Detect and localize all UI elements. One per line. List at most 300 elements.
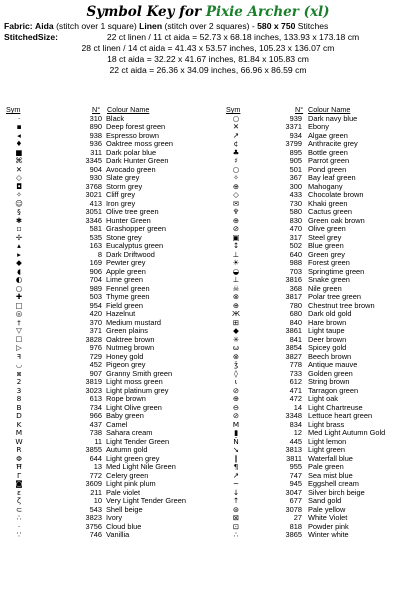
colour-name-cell: Light lemon [308, 436, 347, 446]
colour-name-cell: Olive tree green [106, 207, 159, 216]
symbol-cell: D [16, 411, 22, 420]
colour-name-cell: Deep forest green [106, 122, 166, 131]
colour-name-cell: Dark old gold [308, 309, 352, 318]
symbol-cell: ⊗ [232, 351, 240, 361]
colour-name-cell: Nile green [308, 283, 342, 293]
symbol-cell: ⊕ [232, 394, 240, 403]
colour-name-cell: Iron grey [106, 198, 136, 208]
number-cell: 3051 [85, 207, 102, 216]
colour-name-cell: Sahara cream [106, 428, 153, 437]
colour-name-cell: Espresso brown [106, 130, 159, 140]
symbol-cell: ⊖ [232, 402, 240, 412]
symbol-cell: ⊕ [232, 181, 240, 191]
table-row [0, 455, 208, 464]
symbol-cell: ◒ [232, 266, 240, 276]
symbol-cell: ⊞ [232, 317, 240, 327]
symbol-cell: ✕ [15, 164, 23, 174]
number-cell: 163 [89, 241, 102, 250]
symbol-cell: ▷ [16, 343, 22, 352]
number-cell: 169 [89, 258, 102, 267]
number-cell: 471 [289, 385, 302, 395]
colour-name-cell: Deer brown [308, 334, 347, 344]
table-row [0, 157, 208, 166]
symbol-cell: ◆ [233, 326, 239, 335]
fabric-linen: Linen [139, 21, 163, 31]
symbol-cell: ✕ [232, 122, 240, 131]
fabric-aida: Aida [35, 21, 54, 31]
number-cell: 733 [289, 368, 302, 378]
table-row [0, 183, 208, 192]
symbol-cell: ⊛ [232, 504, 240, 514]
table-row [0, 132, 208, 141]
table-row [0, 293, 208, 302]
number-cell: 470 [289, 224, 302, 233]
number-cell: 27 [293, 513, 302, 522]
colour-name-cell: Pigeon grey [106, 360, 146, 369]
colour-name-cell: Sand gold [308, 496, 342, 505]
number-cell: 3609 [85, 479, 102, 488]
symbol-cell: † [17, 317, 21, 327]
colour-name-cell: Grashopper green [106, 224, 166, 233]
key-column-right [208, 106, 416, 540]
colour-name-cell: Sea mist blue [308, 470, 353, 480]
number-cell: 3855 [85, 445, 102, 454]
symbol-cell: ■ [15, 147, 23, 157]
colour-name-cell: Eggshell cream [308, 479, 359, 488]
key-column-left [0, 106, 208, 540]
number-cell: 830 [289, 215, 302, 225]
number-cell: 3813 [285, 445, 302, 454]
colour-name-cell: Mahogany [308, 181, 343, 191]
table-row [0, 217, 208, 226]
table-row [0, 234, 208, 243]
colour-name-cell: Light Olive green [106, 402, 162, 412]
number-cell: 934 [289, 130, 302, 140]
symbol-cell: 8 [16, 394, 22, 403]
fabric-stitches-label: Stitches [297, 21, 329, 31]
colour-name-cell: Hunter Green [106, 215, 151, 225]
number-cell: 3023 [85, 385, 102, 395]
number-cell: 3827 [285, 351, 302, 361]
symbol-cell: ▮ [233, 428, 239, 437]
colour-name-cell: Hare brown [308, 317, 347, 327]
number-cell: 3021 [85, 190, 102, 199]
number-cell: 3828 [85, 334, 102, 344]
symbol-cell: ε [17, 487, 21, 497]
symbol-cell: ⊂ [15, 504, 23, 514]
colour-name-cell: Oaktree moss green [106, 139, 173, 148]
symbol-cell: Ж [232, 309, 240, 318]
symbol-cell: ↓ [232, 487, 240, 497]
colour-name-cell: Green grey [308, 249, 345, 259]
symbol-cell: ▪ [16, 122, 22, 131]
table-row [0, 412, 208, 421]
colour-name-cell: Lettuce heart green [308, 411, 373, 420]
symbol-cell: B [16, 402, 22, 412]
number-cell: 818 [289, 521, 302, 531]
table-row [0, 531, 208, 540]
symbol-cell: M [15, 428, 23, 437]
number-cell: 834 [289, 419, 302, 429]
fabric-label: Fabric: [4, 21, 33, 31]
table-row [0, 378, 208, 387]
symbol-cell: 3 [16, 385, 22, 395]
symbol-cell: ◘ [16, 181, 22, 191]
colour-name-cell: Thyme green [106, 292, 150, 301]
number-cell: 906 [89, 266, 102, 276]
number-cell: 3345 [85, 156, 102, 165]
symbol-cell: ǯ [233, 360, 239, 369]
colour-name-cell: Nutmeg brown [106, 343, 155, 352]
symbol-cell: ☀ [232, 258, 240, 267]
colour-name-cell: Powder pink [308, 521, 349, 531]
colour-name-cell: Med Light Autumn Gold [308, 428, 386, 437]
number-cell: 677 [289, 496, 302, 505]
symbol-cell: M [232, 419, 240, 429]
symbol-cell: ¶ [233, 462, 239, 471]
table-row [0, 506, 208, 515]
colour-name-cell: Light green grey [106, 453, 160, 463]
colour-name-cell: Autumn gold [106, 445, 148, 454]
number-cell: 543 [89, 504, 102, 514]
colour-name-cell: Polar tree green [308, 292, 361, 301]
colour-name-cell: Fennel green [106, 283, 150, 293]
symbol-cell: ⧈ [16, 368, 22, 378]
title-prefix: Symbol Key for [86, 4, 206, 20]
colour-name-cell: Pale violet [106, 487, 141, 497]
colour-name-cell: Very Light Tender Green [106, 496, 186, 505]
number-cell: 840 [289, 317, 302, 327]
colour-name-cell: Dark Driftwood [106, 249, 155, 259]
colour-name-cell: White Violet [308, 513, 348, 522]
colour-name-cell: Steel grey [308, 232, 342, 242]
table-row [0, 251, 208, 260]
symbol-cell: ✢ [15, 232, 23, 242]
symbol-cell: · [17, 113, 21, 123]
colour-name-cell: Chocolate brown [308, 190, 364, 199]
colour-name-cell: Stone grey [106, 232, 142, 242]
symbol-cell: ¢ [233, 139, 239, 148]
number-cell: 890 [89, 122, 102, 131]
symbol-cell: ○ [232, 164, 240, 174]
symbol-cell: ⊡ [232, 521, 240, 531]
number-cell: 3865 [285, 530, 302, 539]
symbol-cell: ◙ [15, 479, 23, 488]
number-cell: 3371 [285, 122, 302, 131]
symbol-cell: ⊕ [232, 215, 240, 225]
number-cell: 612 [289, 377, 302, 386]
symbol-cell: ◖ [17, 266, 21, 276]
number-cell: 503 [89, 292, 102, 301]
colour-name-cell: Beech brown [308, 351, 352, 361]
colour-name-cell: Golden green [308, 368, 353, 378]
symbol-cell: ▫ [16, 224, 22, 233]
stitched-size-line-2: 28 ct linen / 14 ct aida = 41.43 x 53.57 inches, 105.23 x 136.07 cm [81, 43, 335, 53]
colour-name-cell: Chestnut tree brown [308, 300, 375, 310]
table-row [0, 438, 208, 447]
number-cell: 11 [94, 436, 102, 446]
colour-name-cell: Light Tender Green [106, 436, 170, 446]
colour-name-cell: Honey gold [106, 351, 144, 361]
table-row [0, 353, 208, 362]
table-row [0, 404, 208, 413]
symbol-cell: ♆ [232, 207, 240, 216]
symbol-cell: ◐ [15, 275, 23, 284]
colour-name-cell: Med Light Nile Green [106, 462, 176, 471]
table-row [0, 310, 208, 319]
number-cell: 841 [289, 334, 302, 344]
table-row [0, 285, 208, 294]
colour-name-cell: Ebony [308, 122, 329, 131]
colour-name-cell: Light platinum grey [106, 385, 169, 395]
symbol-cell: ✧ [15, 190, 23, 199]
number-cell: 3078 [285, 504, 302, 514]
symbol-cell: ⊗ [232, 292, 240, 301]
number-cell: 502 [289, 241, 302, 250]
symbol-cell: ∴ [233, 530, 239, 539]
colour-name-cell: Antique mauve [308, 360, 358, 369]
table-row [0, 387, 208, 396]
number-cell: 311 [90, 147, 102, 157]
table-row [0, 268, 208, 277]
number-cell: 976 [89, 343, 102, 352]
number-cell: 730 [289, 198, 302, 208]
symbol-cell: ι [234, 377, 238, 386]
fabric-linen-note: (stitch over 2 squares) [164, 21, 250, 31]
colour-name-cell: Light oak [308, 394, 338, 403]
number-cell: 3811 [286, 453, 302, 463]
table-row [0, 472, 208, 481]
colour-name-cell: Vanillia [106, 530, 130, 539]
symbol-cell: ☺ [15, 198, 23, 208]
symbol-cell: ♯ [234, 156, 238, 165]
colour-name-cell: Shell beige [106, 504, 143, 514]
number-cell: 367 [289, 173, 302, 182]
table-row [0, 242, 208, 251]
number-cell: 746 [89, 530, 102, 539]
colour-name-cell: Field green [106, 300, 143, 310]
header-name: Colour Name [308, 105, 351, 114]
stitched-size-line-4: 22 ct aida = 26.36 x 34.09 inches, 66.96 x 86.59 cm [109, 65, 307, 75]
table-row [0, 395, 208, 404]
number-cell: 945 [289, 479, 302, 488]
table-row [0, 123, 208, 132]
symbol-cell: 2 [16, 377, 22, 386]
symbol-cell: ♦ [15, 139, 23, 148]
symbol-cell: R [16, 445, 22, 454]
table-row [208, 531, 416, 540]
table-row [0, 140, 208, 149]
colour-name-cell: Winter white [308, 530, 349, 539]
table-row [0, 174, 208, 183]
number-cell: 3817 [285, 292, 302, 301]
number-cell: 930 [89, 173, 102, 182]
colour-name-cell: Ivory [106, 513, 123, 522]
table-row [0, 149, 208, 158]
table-row [0, 523, 208, 532]
colour-name-cell: Rope brown [106, 394, 146, 403]
number-cell: 772 [89, 470, 102, 480]
stitched-size-line-3: 18 ct aida = 32.22 x 41.67 inches, 81.84 x 105.83 cm [107, 54, 309, 64]
header-name: Colour Name [107, 105, 150, 114]
number-cell: 3756 [85, 521, 102, 531]
table-row [0, 370, 208, 379]
symbol-cell: ⊥ [232, 275, 240, 284]
colour-name-cell: Forest green [308, 258, 350, 267]
symbol-cell: ◊ [234, 368, 238, 378]
colour-name-cell: Storm grey [106, 181, 143, 191]
symbol-cell: ▣ [232, 232, 240, 242]
symbol-cell: ◂ [17, 130, 21, 140]
colour-name-cell: Camel [106, 419, 128, 429]
table-row [0, 429, 208, 438]
colour-name-cell: Silver birch beige [308, 487, 365, 497]
table-row [0, 208, 208, 217]
number-cell: 907 [89, 368, 102, 378]
symbol-cell: ♣ [232, 147, 240, 157]
header-sym: Sym [226, 105, 241, 114]
symbol-cell: ꟻ [16, 351, 22, 361]
symbol-cell: □ [15, 300, 23, 310]
symbol-cell: ∵ [16, 530, 22, 539]
symbol-cell: ○ [232, 113, 240, 123]
symbol-cell: Φ [16, 453, 22, 463]
symbol-cell: ↗ [232, 470, 240, 480]
fabric-stitches: 580 x 750 [257, 21, 296, 31]
number-cell: 955 [289, 462, 302, 471]
colour-name-cell: Medium mustard [106, 317, 162, 327]
symbol-cell: ◎ [15, 309, 23, 318]
table-row [0, 259, 208, 268]
table-row [0, 115, 208, 124]
number-cell: 452 [89, 360, 102, 369]
number-cell: 613 [89, 394, 102, 403]
symbol-cell: ○ [15, 283, 23, 293]
symbol-cell: ▴ [17, 241, 21, 250]
number-cell: 3854 [285, 343, 302, 352]
colour-name-cell: Pale green [308, 462, 344, 471]
colour-name-cell: Green oak brown [308, 215, 365, 225]
symbol-cell: Ñ [233, 436, 239, 446]
colour-name-cell: Slate grey [106, 173, 140, 182]
colour-name-cell: Celery green [106, 470, 149, 480]
table-row [0, 191, 208, 200]
number-cell: 939 [289, 113, 302, 123]
number-cell: 3768 [85, 181, 102, 191]
stitched-size-line-1 [0, 32, 416, 43]
symbol-cell: ◆ [16, 258, 22, 267]
table-row [0, 302, 208, 311]
number-cell: 3348 [285, 411, 302, 420]
colour-name-cell: Light moss green [106, 377, 163, 386]
colour-name-cell: Eucalyptus green [106, 241, 164, 250]
number-cell: 211 [90, 487, 102, 497]
symbol-cell: ω [232, 343, 240, 352]
colour-name-cell: Cliff grey [106, 190, 136, 199]
fabric-line: Fabric: Aida (stitch over 1 square) Linen (stitch over 2 squares) - 580 x 750 Stitches [4, 21, 329, 31]
stitched-size-value-1: 22 ct linen / 11 ct aida = 52.73 x 68.18 inches, 133.93 x 173.18 cm [106, 32, 360, 42]
number-cell: 780 [289, 300, 302, 310]
symbol-cell: ~ [232, 479, 240, 488]
table-row [0, 225, 208, 234]
symbol-cell: ▸ [17, 249, 21, 259]
symbol-cell: ⊕ [232, 300, 240, 310]
page-title [0, 3, 416, 21]
symbol-cell: W [15, 436, 23, 446]
number-cell: 300 [289, 181, 302, 191]
colour-name-cell: Light Chartreuse [308, 402, 363, 412]
fabric-info [0, 21, 416, 76]
colour-name-cell: Waterfall blue [308, 453, 353, 463]
table-row [0, 327, 208, 336]
symbol-cell: ⊠ [232, 513, 240, 522]
symbol-cell: ✧ [232, 173, 240, 182]
number-cell: 644 [89, 453, 102, 463]
symbol-cell: ✳ [232, 334, 240, 344]
fabric-aida-note: (stitch over 1 square) [56, 21, 137, 31]
pattern-name: Pixie Archer (xl) [205, 4, 330, 20]
colour-name-cell: Oaktree brown [106, 334, 155, 344]
stitched-size-label: StitchedSize: [4, 32, 58, 42]
symbol-cell: ▽ [16, 326, 22, 335]
symbol-cell: ∴ [16, 513, 22, 522]
colour-name-cell: Anthracite grey [308, 139, 358, 148]
number-cell: 729 [89, 351, 102, 361]
number-cell: 3816 [285, 275, 302, 284]
number-cell: 3799 [285, 139, 302, 148]
number-cell: 12 [293, 428, 302, 437]
number-cell: 8 [97, 249, 102, 259]
number-cell: 904 [89, 164, 102, 174]
number-cell: 3861 [285, 326, 302, 335]
table-row [0, 361, 208, 370]
number-cell: 747 [289, 470, 302, 480]
colour-name-cell: Khaki green [308, 198, 348, 208]
number-cell: 936 [89, 139, 102, 148]
number-cell: 13 [93, 462, 102, 471]
number-cell: 445 [289, 436, 302, 446]
table-row [0, 463, 208, 472]
number-cell: 938 [89, 130, 102, 140]
header-sym: Sym [6, 105, 21, 114]
symbol-cell: ⊘ [232, 411, 240, 420]
number-cell: 680 [289, 309, 302, 318]
symbol-cell: ✚ [15, 292, 23, 301]
symbol-cell: ⊘ [232, 385, 240, 395]
colour-name-cell: Dark navy blue [308, 113, 358, 123]
colour-name-cell: Avocado green [106, 164, 156, 174]
table-row [0, 446, 208, 455]
colour-name-cell: Snake green [308, 275, 350, 284]
table-row [0, 276, 208, 285]
symbol-cell: ↑ [232, 496, 240, 505]
header-num: N° [295, 105, 304, 114]
number-cell: 640 [289, 249, 302, 259]
table-row [0, 514, 208, 523]
colour-name-cell: Tarragon green [308, 385, 359, 395]
symbol-cell: K [16, 419, 22, 429]
number-cell: 778 [289, 360, 302, 369]
symbol-cell: ⊥ [232, 249, 240, 259]
number-cell: 310 [89, 113, 102, 123]
symbol-cell: ◇ [233, 190, 239, 199]
symbol-cell: ζ [16, 496, 22, 505]
colour-name-cell: Spicey gold [308, 343, 347, 352]
number-cell: 472 [289, 394, 302, 403]
colour-name-cell: Dark polar blue [106, 147, 157, 157]
colour-name-cell: Olive green [308, 224, 346, 233]
table-row [0, 200, 208, 209]
